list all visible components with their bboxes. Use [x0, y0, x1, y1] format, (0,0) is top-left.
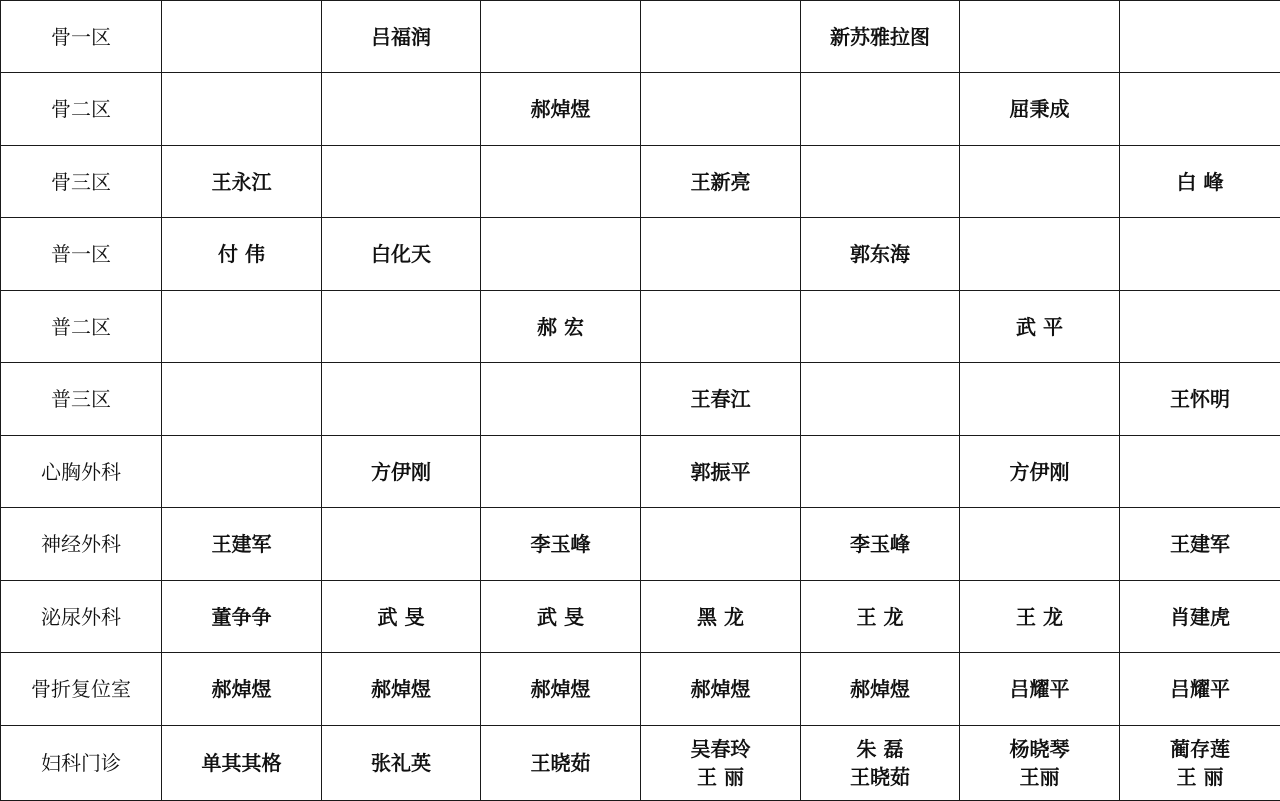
duty-cell: 武 旻: [322, 581, 481, 653]
duty-cell: [1120, 726, 1280, 801]
duty-cell: [960, 508, 1120, 581]
duty-cell: 武 平: [960, 291, 1120, 363]
duty-cell: 王怀明: [1120, 363, 1280, 436]
duty-cell: [322, 146, 481, 218]
table-row: [1, 726, 1280, 801]
duty-cell: [641, 73, 801, 146]
duty-cell: 王 龙: [960, 581, 1120, 653]
duty-cell: 方伊刚: [322, 436, 481, 508]
department-cell: 普二区: [1, 291, 162, 363]
duty-name-line: 朱 磊: [801, 735, 959, 763]
duty-cell: 单其其格: [162, 726, 322, 801]
duty-cell: 付 伟: [162, 218, 322, 291]
duty-cell: [162, 436, 322, 508]
duty-cell: [162, 291, 322, 363]
duty-cell: [801, 146, 960, 218]
duty-cell: 白 峰: [1120, 146, 1280, 218]
duty-cell: 郝焯煜: [801, 653, 960, 726]
table-row: [1, 581, 1280, 653]
table-row: [1, 218, 1280, 291]
table-row: [1, 363, 1280, 436]
table-row: [1, 73, 1280, 146]
duty-cell: 郭振平: [641, 436, 801, 508]
duty-cell: [960, 363, 1120, 436]
department-cell: 妇科门诊: [1, 726, 162, 801]
duty-cell: 肖建虎: [1120, 581, 1280, 653]
duty-cell: [481, 436, 641, 508]
duty-cell: [162, 1, 322, 73]
duty-cell: [322, 363, 481, 436]
duty-cell: [481, 146, 641, 218]
department-cell: 骨二区: [1, 73, 162, 146]
duty-cell: [641, 508, 801, 581]
duty-cell: 武 旻: [481, 581, 641, 653]
duty-cell: 郝焯煜: [322, 653, 481, 726]
duty-name-line: 吴春玲: [641, 735, 800, 763]
duty-cell: [322, 73, 481, 146]
duty-cell: 郝焯煜: [481, 73, 641, 146]
duty-cell: [322, 508, 481, 581]
duty-cell: [641, 1, 801, 73]
duty-cell: [801, 291, 960, 363]
table-row: [1, 436, 1280, 508]
duty-cell: [481, 218, 641, 291]
duty-cell: [801, 363, 960, 436]
duty-cell: [960, 726, 1120, 801]
duty-cell: [1120, 73, 1280, 146]
duty-cell: 郝焯煜: [641, 653, 801, 726]
duty-cell: [801, 726, 960, 801]
duty-cell: 李玉峰: [801, 508, 960, 581]
duty-cell: 郝焯煜: [481, 653, 641, 726]
duty-cell: 李玉峰: [481, 508, 641, 581]
duty-cell: 屈秉成: [960, 73, 1120, 146]
department-cell: 骨三区: [1, 146, 162, 218]
duty-cell: [1120, 291, 1280, 363]
duty-cell: 张礼英: [322, 726, 481, 801]
duty-cell: [481, 1, 641, 73]
duty-cell: [162, 73, 322, 146]
department-cell: 普一区: [1, 218, 162, 291]
duty-cell: [322, 291, 481, 363]
duty-name-line: 蔺存莲: [1120, 735, 1280, 763]
duty-cell: 王晓茹: [481, 726, 641, 801]
table-row: [1, 653, 1280, 726]
duty-cell: 新苏雅拉图: [801, 1, 960, 73]
duty-cell: [1120, 218, 1280, 291]
duty-cell: 王建军: [1120, 508, 1280, 581]
department-cell: 骨折复位室: [1, 653, 162, 726]
duty-cell: 王新亮: [641, 146, 801, 218]
duty-cell: [1120, 436, 1280, 508]
table-row: [1, 146, 1280, 218]
table-row: [1, 508, 1280, 581]
duty-cell: [162, 363, 322, 436]
duty-cell: 黑 龙: [641, 581, 801, 653]
duty-cell: 王建军: [162, 508, 322, 581]
duty-name-line: 王 丽: [1120, 763, 1280, 791]
duty-name-line: 杨晓琴: [960, 735, 1119, 763]
duty-cell: 郝焯煜: [162, 653, 322, 726]
duty-cell: 郭东海: [801, 218, 960, 291]
duty-cell: [641, 291, 801, 363]
duty-cell: [641, 218, 801, 291]
department-cell: 骨一区: [1, 1, 162, 73]
duty-cell: [1120, 1, 1280, 73]
duty-cell: 吕耀平: [1120, 653, 1280, 726]
table-row: [1, 291, 1280, 363]
duty-name-line: 王丽: [960, 763, 1119, 791]
duty-cell: [960, 1, 1120, 73]
duty-cell: 郝 宏: [481, 291, 641, 363]
duty-cell: 董争争: [162, 581, 322, 653]
table-row: [1, 1, 1280, 73]
department-cell: 神经外科: [1, 508, 162, 581]
schedule-body: [1, 1, 1280, 801]
duty-cell: 王 龙: [801, 581, 960, 653]
duty-cell: 吕福润: [322, 1, 481, 73]
duty-cell: 王永江: [162, 146, 322, 218]
duty-cell: 方伊刚: [960, 436, 1120, 508]
department-cell: 普三区: [1, 363, 162, 436]
duty-name-line: 王 丽: [641, 763, 800, 791]
department-cell: 心胸外科: [1, 436, 162, 508]
duty-cell: 白化天: [322, 218, 481, 291]
duty-cell: [960, 146, 1120, 218]
duty-cell: [960, 218, 1120, 291]
duty-cell: [641, 726, 801, 801]
duty-cell: [481, 363, 641, 436]
duty-cell: 王春江: [641, 363, 801, 436]
duty-name-line: 王晓茹: [801, 763, 959, 791]
department-cell: 泌尿外科: [1, 581, 162, 653]
duty-cell: [801, 73, 960, 146]
duty-cell: 吕耀平: [960, 653, 1120, 726]
duty-cell: [801, 436, 960, 508]
